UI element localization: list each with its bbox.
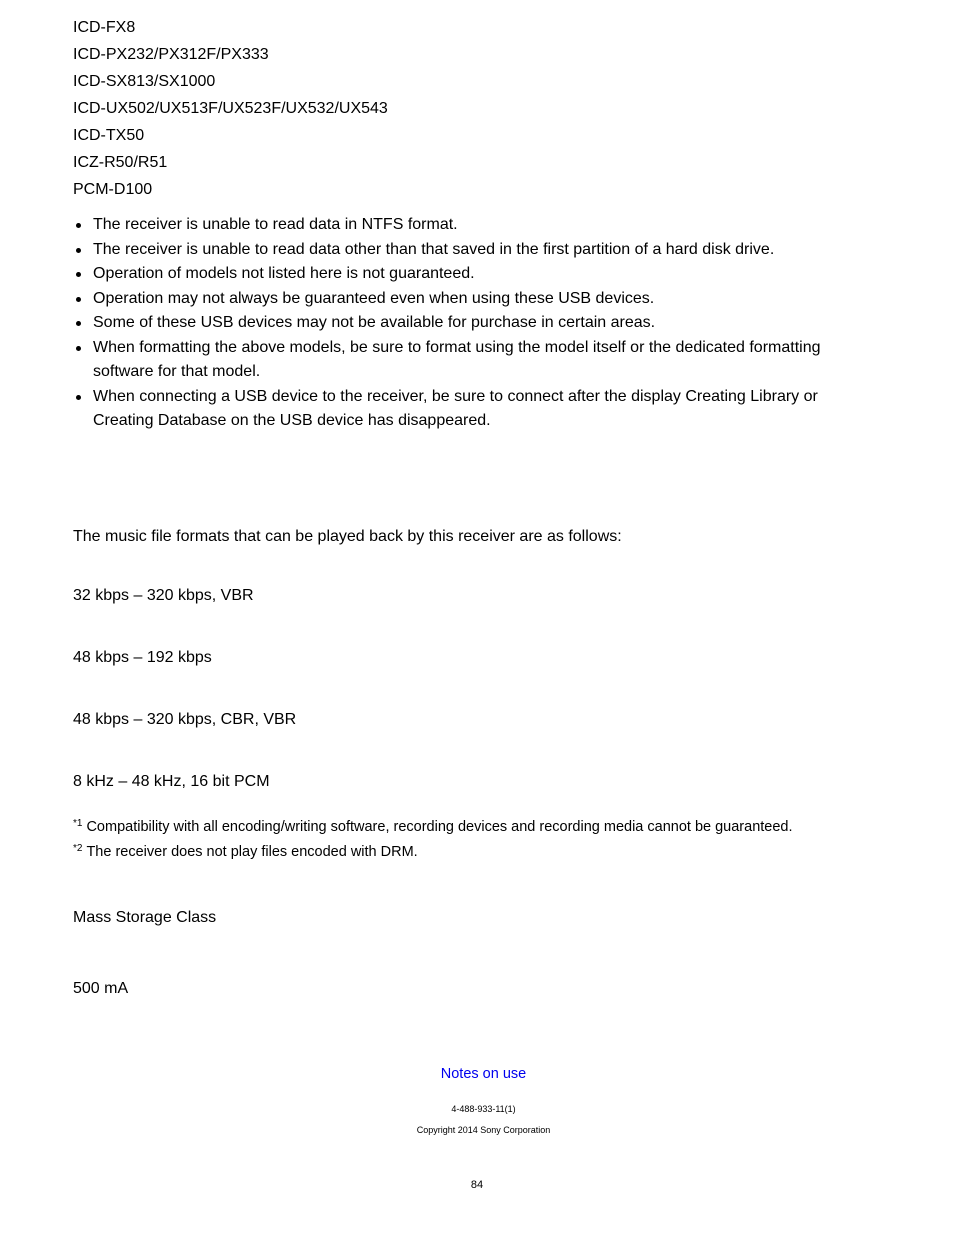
footnote-text: Compatibility with all encoding/writing software, recording devices and recording media cannot be guaranteed. xyxy=(86,819,793,835)
model-item: ICZ-R50/R51 xyxy=(73,154,168,171)
note-item: Operation of models not listed here is not guaranteed. xyxy=(73,262,863,287)
copyright: Copyright 2014 Sony Corporation xyxy=(416,1125,551,1135)
note-item: When connecting a USB device to the receiver, be sure to connect after the display Creating Library or Creating Database on the USB device has disappeared. xyxy=(73,385,863,434)
model-item: ICD-UX502/UX513F/UX523F/UX532/UX543 xyxy=(73,100,388,117)
model-item: ICD-PX232/PX312F/PX333 xyxy=(73,46,269,63)
model-item: ICD-SX813/SX1000 xyxy=(73,73,216,90)
compatible-models-list xyxy=(73,14,388,203)
note-item: The receiver is unable to read data other than that saved in the first partition of a hard disk drive. xyxy=(73,238,863,263)
note-item: When formatting the above models, be sure to format using the model itself or the dedicated formatting software for that model. xyxy=(73,336,863,385)
footnote-mark: *2 xyxy=(73,843,83,854)
format-spec: 48 kbps – 320 kbps, CBR, VBR xyxy=(73,711,297,728)
notes-on-use-link[interactable]: Notes on use xyxy=(440,1066,527,1082)
model-item: ICD-TX50 xyxy=(73,127,145,144)
format-spec: 32 kbps – 320 kbps, VBR xyxy=(73,587,254,604)
model-item: PCM-D100 xyxy=(73,181,153,198)
model-item: ICD-FX8 xyxy=(73,19,136,36)
formats-intro: The music file formats that can be played back by this receiver are as follows: xyxy=(73,528,622,545)
footnote-mark: *1 xyxy=(73,818,83,829)
footnote-text: The receiver does not play files encoded with DRM. xyxy=(86,844,418,860)
notes-bullet-list xyxy=(73,213,863,434)
max-current: 500 mA xyxy=(73,980,129,997)
doc-code: 4-488-933-11(1) xyxy=(451,1104,516,1114)
footnote xyxy=(73,839,418,862)
footnote xyxy=(73,814,793,837)
format-spec: 48 kbps – 192 kbps xyxy=(73,649,212,666)
note-item: The receiver is unable to read data in NTFS format. xyxy=(73,213,863,238)
page-number: 84 xyxy=(470,1179,484,1191)
usb-class: Mass Storage Class xyxy=(73,909,217,926)
note-item: Some of these USB devices may not be available for purchase in certain areas. xyxy=(73,311,863,336)
notes-link-row xyxy=(0,1064,954,1084)
format-spec: 8 kHz – 48 kHz, 16 bit PCM xyxy=(73,773,270,790)
note-item: Operation may not always be guaranteed even when using these USB devices. xyxy=(73,287,863,312)
